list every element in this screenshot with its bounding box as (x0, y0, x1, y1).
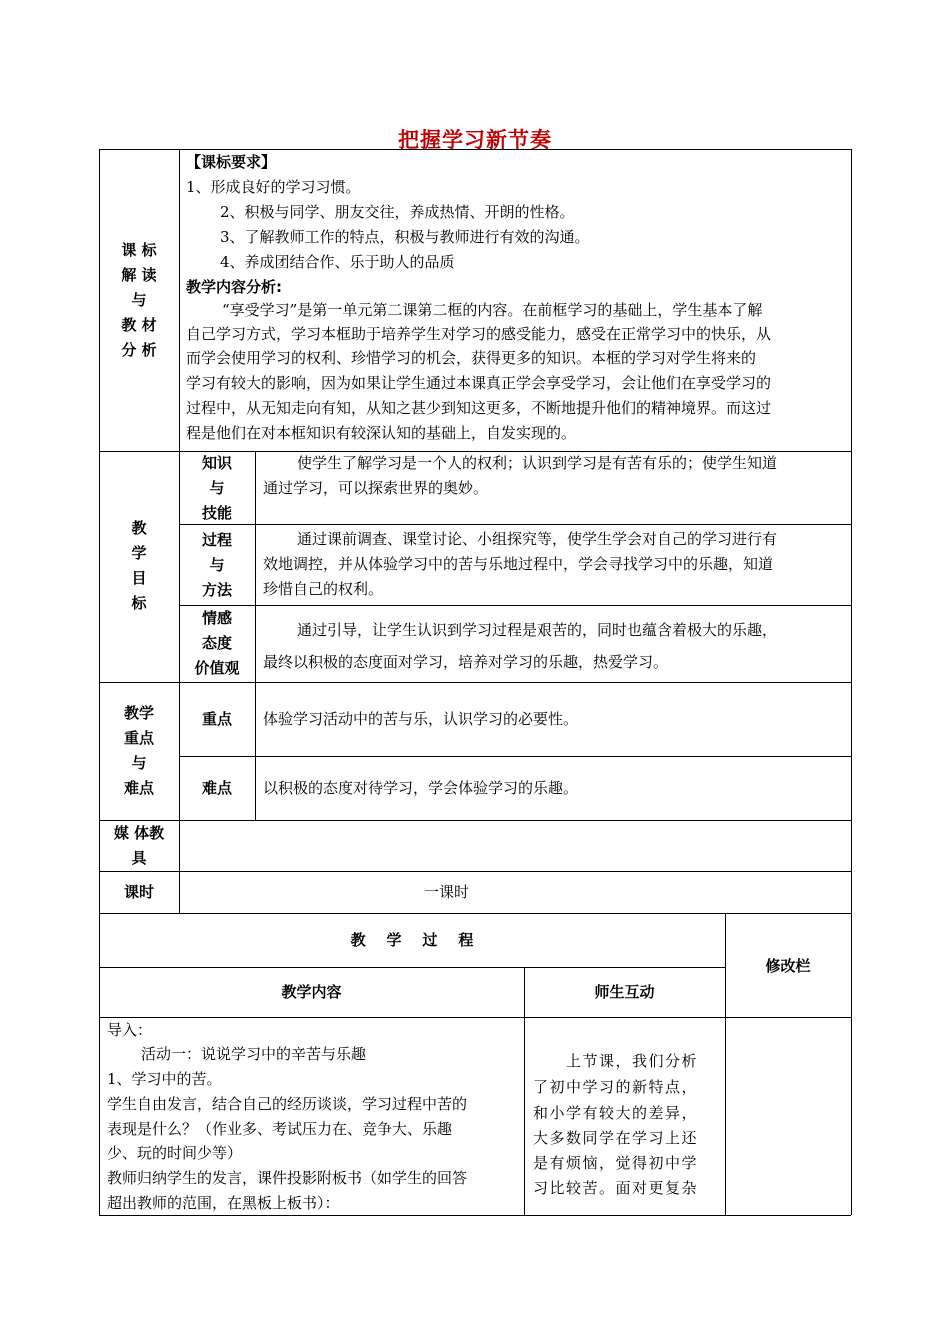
process-header: 教 学 过 程 (350, 931, 474, 949)
analysis-heading: 教学内容分析: (186, 278, 282, 296)
analysis-line: 程是他们在对本框知识有较深认知的基础上，自发实现的。 (186, 424, 577, 442)
goal-text-attitude: 通过引导，让学生认识到学习过程是艰苦的，同时也蕴含着极大的乐趣， (297, 621, 778, 639)
standard-item: 1、形成良好的学习习惯。 (186, 178, 361, 196)
goal-text-process: 珍惜自己的权利。 (263, 580, 384, 598)
key-point-label: 重点 (201, 710, 232, 728)
content-line: 1、学习中的苦。 (107, 1070, 222, 1088)
goal-label-attitude: 情感 态度 价值观 (194, 609, 240, 677)
key-point-text: 体验学习活动中的苦与乐，认识学习的必要性。 (263, 710, 579, 728)
interaction-column-header: 师生互动 (594, 983, 655, 1001)
content-line: 表现是什么？（作业多、考试压力在、竞争大、乐趣 (107, 1120, 453, 1138)
standard-item: 3、了解教师工作的特点，积极与教师进行有效的沟通。 (220, 228, 590, 246)
content-line: 超出教师的范围，在黑板上板书）： (107, 1194, 340, 1212)
media-label: 媒 体教 具 (113, 824, 165, 867)
analysis-line: 而学会使用学习的权利、珍惜学习的机会，获得更多的知识。本框的学习对学生将来的 (186, 349, 757, 367)
goal-text-knowledge: 通过学习，可以探索世界的奥妙。 (263, 479, 489, 497)
content-line: 导入： (107, 1021, 153, 1039)
period-label: 课时 (123, 883, 154, 901)
goal-text-process: 通过课前调查、课堂讨论、小组探究等，使学生学会对自己的学习进行有 (297, 530, 778, 548)
analysis-line: “享受学习”是第一单元第二课第二框的内容。在前框学习的基础上，学生基本了解 (222, 301, 763, 319)
section-label-keypoints: 教学 重点 与 难点 (123, 704, 154, 797)
analysis-line: 过程中，从无知走向有知，从知之甚少到知这更多，不断地提升他们的精神境界。而这过 (186, 399, 772, 417)
content-line: 活动一：说说学习中的辛苦与乐趣 (141, 1045, 367, 1063)
content-line: 教师归纳学生的发言，课件投影附板书（如学生的回答 (107, 1169, 468, 1187)
interaction-line: 了初中学习的新特点， (533, 1078, 699, 1096)
revision-column-label: 修改栏 (765, 957, 811, 975)
content-line: 少、玩的时间少等） (107, 1144, 243, 1162)
page-title: 把握学习新节奏 (398, 128, 552, 152)
content-column-header: 教学内容 (281, 983, 342, 1001)
interaction-line: 大多数同学在学习上还 (533, 1129, 699, 1147)
interaction-line: 是有烦恼，觉得初中学 (533, 1154, 699, 1172)
goal-text-attitude: 最终以积极的态度面对学习，培养对学习的乐趣，热爱学习。 (263, 653, 669, 671)
standard-item: 4、养成团结合作、乐于助人的品质 (220, 253, 455, 271)
interaction-line: 习比较苦。面对更复杂 (533, 1179, 699, 1197)
section-label-goals: 教 学 目 标 (131, 519, 147, 612)
goal-text-process: 效地调控，并从体验学习中的苦与乐地过程中，学会寻找学习中的乐趣，知道 (263, 555, 774, 573)
goal-label-process: 过程 与 方法 (201, 531, 232, 599)
section-label-standards: 课 标 解 读 与 教 材 分 析 (121, 241, 157, 359)
difficult-point-text: 以积极的态度对待学习，学会体验学习的乐趣。 (263, 779, 579, 797)
interaction-line: 上节课，我们分析 (566, 1052, 699, 1070)
standard-item: 2、积极与同学、朋友交往，养成热情、开朗的性格。 (220, 203, 575, 221)
interaction-line: 和小学有较大的差异， (533, 1104, 699, 1122)
analysis-line: 自己学习方式，学习本框助于培养学生对学习的感受能力，感受在正常学习中的快乐，从 (186, 325, 772, 343)
period-value: 一课时 (424, 883, 470, 901)
content-line: 学生自由发言，结合自己的经历谈谈，学习过程中苦的 (107, 1095, 468, 1113)
standards-heading: 【课标要求】 (186, 153, 277, 171)
analysis-line: 学习有较大的影响，因为如果让学生通过本课真正学会享受学习，会让他们在享受学习的 (186, 374, 772, 392)
difficult-point-label: 难点 (201, 779, 232, 797)
goal-label-knowledge: 知识 与 技能 (201, 454, 232, 522)
goal-text-knowledge: 使学生了解学习是一个人的权利；认识到学习是有苦有乐的；使学生知道 (297, 454, 778, 472)
